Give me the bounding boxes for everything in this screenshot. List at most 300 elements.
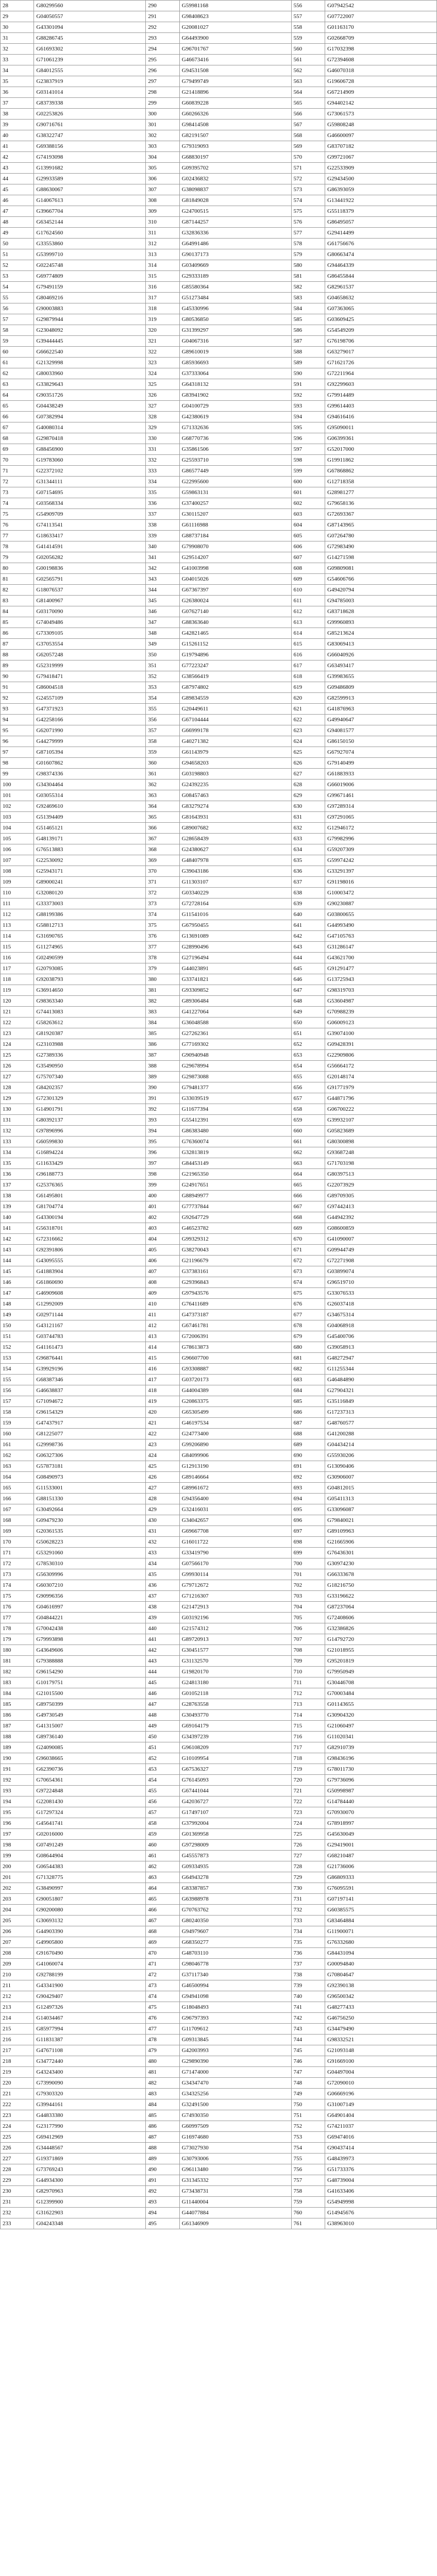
table-row	[1, 790, 437, 801]
code-cell: G87237064	[325, 1602, 437, 1613]
table-row	[1, 2121, 437, 2132]
row-number-cell: 152	[1, 1342, 34, 1353]
row-number-cell: 85	[1, 617, 34, 628]
code-cell: G35116849	[325, 1396, 437, 1407]
code-cell: G12497326	[34, 2002, 146, 2013]
code-cell: G25593710	[179, 455, 291, 466]
table-body	[1, 1, 437, 2229]
code-cell: G83279274	[179, 801, 291, 812]
table-row	[1, 1147, 437, 1158]
code-cell: G76145093	[179, 1775, 291, 1786]
code-cell: G97289314	[325, 801, 437, 812]
code-cell: G03409669	[179, 260, 291, 271]
code-cell: G51394409	[34, 812, 146, 823]
code-cell: G55412391	[179, 1115, 291, 1126]
code-cell: G88199386	[34, 909, 146, 920]
row-number-cell: 717	[291, 1742, 325, 1753]
row-number-cell: 189	[1, 1742, 34, 1753]
row-number-cell: 454	[146, 1775, 179, 1786]
code-cell: G50628223	[34, 1537, 146, 1548]
code-cell: G90716761	[34, 120, 146, 130]
row-number-cell: 662	[291, 1147, 325, 1158]
code-cell: G31344111	[34, 477, 146, 487]
row-number-cell: 62	[1, 368, 34, 379]
code-cell: G86495057	[325, 217, 437, 228]
row-number-cell: 107	[1, 855, 34, 866]
row-number-cell: 186	[1, 1710, 34, 1721]
code-cell: G35490950	[34, 1061, 146, 1072]
row-number-cell: 630	[291, 801, 325, 812]
row-number-cell: 45	[1, 184, 34, 195]
table-row	[1, 1061, 437, 1072]
row-number-cell: 462	[146, 1861, 179, 1872]
code-cell: G18076537	[34, 585, 146, 596]
code-cell: G88151330	[34, 1494, 146, 1504]
code-cell: G77169302	[179, 1039, 291, 1050]
code-cell: G46070318	[325, 65, 437, 76]
code-cell: G21736006	[325, 1861, 437, 1872]
row-number-cell: 676	[291, 1299, 325, 1310]
code-cell: G83718628	[325, 606, 437, 617]
table-row	[1, 1169, 437, 1180]
code-cell: G45330996	[179, 303, 291, 314]
code-cell: G61346909	[179, 2218, 291, 2229]
code-cell: G10179751	[34, 1677, 146, 1688]
table-row	[1, 974, 437, 985]
row-number-cell: 585	[291, 314, 325, 325]
table-row	[1, 855, 437, 866]
code-cell: G31399297	[179, 325, 291, 336]
row-number-cell: 690	[291, 1450, 325, 1461]
row-number-cell: 459	[146, 1829, 179, 1840]
table-row	[1, 1851, 437, 1861]
code-cell: G98414508	[179, 120, 291, 130]
table-row	[1, 1277, 437, 1288]
row-number-cell: 35	[1, 76, 34, 87]
code-cell: G76411689	[179, 1299, 291, 1310]
table-row	[1, 1883, 437, 1894]
row-number-cell: 226	[1, 2143, 34, 2154]
code-cell: G97291065	[325, 812, 437, 823]
row-number-cell: 694	[291, 1494, 325, 1504]
row-number-cell: 691	[291, 1461, 325, 1472]
table-row	[1, 1180, 437, 1191]
code-cell: G90940948	[179, 1050, 291, 1061]
code-cell: G41414591	[34, 541, 146, 552]
code-cell: G94785003	[325, 596, 437, 606]
row-number-cell: 688	[291, 1429, 325, 1439]
table-row	[1, 942, 437, 953]
row-number-cell: 666	[291, 1191, 325, 1201]
row-number-cell: 139	[1, 1201, 34, 1212]
row-number-cell: 298	[146, 87, 179, 98]
code-cell: G32080120	[34, 888, 146, 899]
table-row	[1, 1472, 437, 1483]
code-cell: G29333189	[179, 271, 291, 282]
code-cell: G69412969	[34, 2132, 146, 2143]
code-cell: G61143979	[179, 747, 291, 758]
code-cell: G90051807	[34, 1894, 146, 1905]
code-cell: G17297324	[34, 1807, 146, 1818]
code-cell: G70804647	[325, 1970, 437, 1980]
table-row	[1, 44, 437, 55]
code-cell: G37400257	[179, 498, 291, 509]
table-row	[1, 1602, 437, 1613]
code-cell: G67927074	[325, 747, 437, 758]
row-number-cell: 649	[291, 1007, 325, 1018]
code-cell: G71332636	[179, 422, 291, 433]
row-number-cell: 233	[1, 2218, 34, 2229]
row-number-cell: 652	[291, 1039, 325, 1050]
row-number-cell: 613	[291, 617, 325, 628]
row-number-cell: 34	[1, 65, 34, 76]
table-row	[1, 1039, 437, 1050]
code-cell: G06399361	[325, 433, 437, 444]
code-cell: G22372102	[34, 466, 146, 477]
table-row	[1, 2002, 437, 2013]
code-cell: G72316662	[34, 1234, 146, 1245]
code-cell: G37383161	[179, 1266, 291, 1277]
code-cell: G31132570	[179, 1656, 291, 1667]
code-cell: G44903390	[34, 1926, 146, 1937]
row-number-cell: 728	[291, 1861, 325, 1872]
code-cell: G91670490	[34, 1948, 146, 1959]
code-cell: G80033960	[34, 368, 146, 379]
row-number-cell: 394	[146, 1126, 179, 1137]
row-number-cell: 402	[146, 1212, 179, 1223]
row-number-cell: 457	[146, 1807, 179, 1818]
code-cell: G92647729	[179, 1212, 291, 1223]
code-cell: G43243400	[34, 2067, 146, 2078]
table-row	[1, 1461, 437, 1472]
row-number-cell: 338	[146, 520, 179, 531]
table-row	[1, 249, 437, 260]
code-cell: G78918997	[325, 1818, 437, 1829]
row-number-cell: 372	[146, 888, 179, 899]
code-cell: G86393059	[325, 184, 437, 195]
row-number-cell: 324	[146, 368, 179, 379]
code-cell: G81849028	[179, 195, 291, 206]
table-row	[1, 1710, 437, 1721]
code-cell: G40271382	[179, 736, 291, 747]
row-number-cell: 371	[146, 877, 179, 888]
code-cell: G56318701	[34, 1223, 146, 1234]
code-cell: G99960893	[325, 617, 437, 628]
code-cell: G46673416	[179, 55, 291, 65]
table-row	[1, 541, 437, 552]
table-row	[1, 2143, 437, 2154]
row-number-cell: 724	[291, 1818, 325, 1829]
row-number-cell: 37	[1, 98, 34, 109]
row-number-cell: 135	[1, 1158, 34, 1169]
row-number-cell: 188	[1, 1732, 34, 1742]
row-number-cell: 631	[291, 812, 325, 823]
row-number-cell: 574	[291, 195, 325, 206]
code-cell: G39929196	[34, 1364, 146, 1375]
row-number-cell: 390	[146, 1082, 179, 1093]
row-number-cell: 75	[1, 509, 34, 520]
code-cell: G79982996	[325, 834, 437, 844]
code-cell: G39944161	[34, 2099, 146, 2110]
row-number-cell: 602	[291, 498, 325, 509]
row-number-cell: 718	[291, 1753, 325, 1764]
code-cell: G86577449	[179, 466, 291, 477]
code-cell: G59808248	[325, 120, 437, 130]
code-cell: G86809333	[325, 1872, 437, 1883]
row-number-cell: 230	[1, 2186, 34, 2197]
code-cell: G19606728	[325, 76, 437, 87]
table-row	[1, 1786, 437, 1797]
code-cell: G60839228	[179, 98, 291, 109]
row-number-cell: 645	[291, 963, 325, 974]
row-number-cell: 171	[1, 1548, 34, 1558]
table-row	[1, 303, 437, 314]
row-number-cell: 458	[146, 1818, 179, 1829]
row-number-cell: 337	[146, 509, 179, 520]
code-cell: G03609425	[325, 314, 437, 325]
table-row	[1, 401, 437, 412]
row-number-cell: 611	[291, 596, 325, 606]
row-number-cell: 378	[146, 953, 179, 963]
code-cell: G16011722	[179, 1537, 291, 1548]
code-cell: G03192196	[179, 1613, 291, 1623]
row-number-cell: 742	[291, 2013, 325, 2024]
row-number-cell: 589	[291, 358, 325, 368]
row-number-cell: 695	[291, 1504, 325, 1515]
row-number-cell: 476	[146, 2013, 179, 2024]
row-number-cell: 460	[146, 1840, 179, 1851]
row-number-cell: 157	[1, 1396, 34, 1407]
row-number-cell: 758	[291, 2186, 325, 2197]
row-number-cell: 447	[146, 1699, 179, 1710]
code-cell: G48139171	[34, 834, 146, 844]
code-cell: G67367397	[179, 585, 291, 596]
row-number-cell: 600	[291, 477, 325, 487]
code-cell: G03170090	[34, 606, 146, 617]
row-number-cell: 559	[291, 33, 325, 44]
row-number-cell: 463	[146, 1872, 179, 1883]
code-cell: G03899074	[325, 1266, 437, 1277]
row-number-cell: 231	[1, 2197, 34, 2208]
row-number-cell: 443	[146, 1656, 179, 1667]
row-number-cell: 655	[291, 1072, 325, 1082]
row-number-cell: 423	[146, 1439, 179, 1450]
table-row	[1, 1537, 437, 1548]
row-number-cell: 634	[291, 844, 325, 855]
code-cell: G80300898	[325, 1137, 437, 1147]
code-cell: G70654361	[34, 1775, 146, 1786]
row-number-cell: 340	[146, 541, 179, 552]
code-cell: G90351726	[34, 390, 146, 401]
code-cell: G89146664	[179, 1472, 291, 1483]
code-cell: G96519710	[325, 1277, 437, 1288]
table-row	[1, 65, 437, 76]
row-number-cell: 208	[1, 1948, 34, 1959]
row-number-cell: 50	[1, 239, 34, 249]
row-number-cell: 470	[146, 1948, 179, 1959]
row-number-cell: 683	[291, 1375, 325, 1385]
code-cell: G02245748	[34, 260, 146, 271]
row-number-cell: 477	[146, 2024, 179, 2035]
row-number-cell: 731	[291, 1894, 325, 1905]
row-number-cell: 209	[1, 1959, 34, 1970]
row-number-cell: 417	[146, 1375, 179, 1385]
row-number-cell: 123	[1, 1028, 34, 1039]
row-number-cell: 33	[1, 55, 34, 65]
row-number-cell: 224	[1, 2121, 34, 2132]
code-cell: G45400706	[325, 1331, 437, 1342]
row-number-cell: 712	[291, 1688, 325, 1699]
code-cell: G89834559	[179, 693, 291, 704]
row-number-cell: 733	[291, 1916, 325, 1926]
row-number-cell: 750	[291, 2099, 325, 2110]
row-number-cell: 307	[146, 184, 179, 195]
row-number-cell: 573	[291, 184, 325, 195]
code-cell: G20863375	[179, 1396, 291, 1407]
table-row	[1, 217, 437, 228]
code-cell: G04068918	[325, 1320, 437, 1331]
code-cell: G42003993	[179, 2045, 291, 2056]
code-cell: G11900071	[325, 1926, 437, 1937]
table-row	[1, 120, 437, 130]
code-cell: G88630067	[34, 184, 146, 195]
table-row	[1, 509, 437, 520]
row-number-cell: 66	[1, 412, 34, 422]
code-cell: G79388888	[34, 1656, 146, 1667]
code-cell: G66622540	[34, 347, 146, 358]
code-cell: G30693132	[34, 1916, 146, 1926]
row-number-cell: 738	[291, 1970, 325, 1980]
table-row	[1, 758, 437, 769]
row-number-cell: 646	[291, 974, 325, 985]
row-number-cell: 644	[291, 953, 325, 963]
row-number-cell: 118	[1, 974, 34, 985]
code-cell: G56664172	[325, 1061, 437, 1072]
code-cell: G44942392	[325, 1212, 437, 1223]
code-cell: G70763762	[179, 1905, 291, 1916]
row-number-cell: 73	[1, 487, 34, 498]
row-number-cell: 711	[291, 1677, 325, 1688]
row-number-cell: 80	[1, 563, 34, 574]
table-row	[1, 76, 437, 87]
table-row	[1, 996, 437, 1007]
code-cell: G41633406	[325, 2186, 437, 2197]
code-cell: G98408623	[179, 11, 291, 22]
row-number-cell: 482	[146, 2078, 179, 2089]
row-number-cell: 325	[146, 379, 179, 390]
row-number-cell: 626	[291, 758, 325, 769]
row-number-cell: 702	[291, 1580, 325, 1591]
code-cell: G30115207	[179, 509, 291, 520]
row-number-cell: 560	[291, 44, 325, 55]
row-number-cell: 182	[1, 1667, 34, 1677]
code-cell: G44004389	[179, 1385, 291, 1396]
row-number-cell: 207	[1, 1937, 34, 1948]
code-cell: G32386826	[325, 1623, 437, 1634]
code-cell: G04616997	[34, 1602, 146, 1613]
row-number-cell: 145	[1, 1266, 34, 1277]
row-number-cell: 395	[146, 1137, 179, 1147]
row-number-cell: 473	[146, 1980, 179, 1991]
code-cell: G61883933	[325, 769, 437, 779]
code-cell: G23837919	[34, 76, 146, 87]
table-row	[1, 358, 437, 368]
row-number-cell: 415	[146, 1353, 179, 1364]
code-cell: G14034467	[34, 2013, 146, 2024]
table-row	[1, 909, 437, 920]
table-row	[1, 1191, 437, 1201]
code-cell: G94081577	[325, 725, 437, 736]
table-row	[1, 98, 437, 109]
row-number-cell: 116	[1, 953, 34, 963]
table-row	[1, 1104, 437, 1115]
row-number-cell: 693	[291, 1483, 325, 1494]
code-cell: G14901791	[34, 1104, 146, 1115]
row-number-cell: 32	[1, 44, 34, 55]
row-number-cell: 38	[1, 109, 34, 120]
row-number-cell: 126	[1, 1061, 34, 1072]
row-number-cell: 328	[146, 412, 179, 422]
row-number-cell: 481	[146, 2067, 179, 2078]
code-cell: G41060074	[34, 1959, 146, 1970]
code-cell: G82961537	[325, 282, 437, 293]
code-cell: G39932107	[325, 1115, 437, 1126]
row-number-cell: 291	[146, 11, 179, 22]
code-cell: G81225077	[34, 1429, 146, 1439]
row-number-cell: 735	[291, 1937, 325, 1948]
row-number-cell: 355	[146, 704, 179, 715]
code-cell: G62390736	[34, 1764, 146, 1775]
code-cell: G04497004	[325, 2067, 437, 2078]
row-number-cell: 385	[146, 1028, 179, 1039]
row-number-cell: 396	[146, 1147, 179, 1158]
table-row	[1, 2099, 437, 2110]
code-cell: G28763558	[179, 1699, 291, 1710]
table-row	[1, 1980, 437, 1991]
row-number-cell: 421	[146, 1418, 179, 1429]
row-number-cell: 343	[146, 574, 179, 585]
row-number-cell: 625	[291, 747, 325, 758]
code-cell: G43095555	[34, 1256, 146, 1266]
row-number-cell: 700	[291, 1558, 325, 1569]
code-cell: G83464884	[325, 1916, 437, 1926]
row-number-cell: 420	[146, 1407, 179, 1418]
code-cell: G76095591	[325, 1883, 437, 1894]
code-cell: G83941902	[179, 390, 291, 401]
row-number-cell: 103	[1, 812, 34, 823]
code-cell: G05823689	[325, 1126, 437, 1137]
code-cell: G87974802	[179, 682, 291, 693]
code-cell: G76332680	[325, 1937, 437, 1948]
row-number-cell: 564	[291, 87, 325, 98]
code-cell: G46523782	[179, 1223, 291, 1234]
table-row	[1, 1775, 437, 1786]
code-cell: G64493900	[179, 33, 291, 44]
row-number-cell: 170	[1, 1537, 34, 1548]
table-row	[1, 660, 437, 671]
code-cell: G41315007	[34, 1721, 146, 1732]
code-cell: G92390138	[325, 1980, 437, 1991]
code-cell: G05411313	[325, 1494, 437, 1504]
code-cell: G98436196	[325, 1753, 437, 1764]
code-cell: G51465121	[34, 823, 146, 834]
row-number-cell: 362	[146, 779, 179, 790]
row-number-cell: 366	[146, 823, 179, 834]
row-number-cell: 707	[291, 1634, 325, 1645]
table-row	[1, 239, 437, 249]
table-row	[1, 1732, 437, 1742]
row-number-cell: 656	[291, 1082, 325, 1093]
